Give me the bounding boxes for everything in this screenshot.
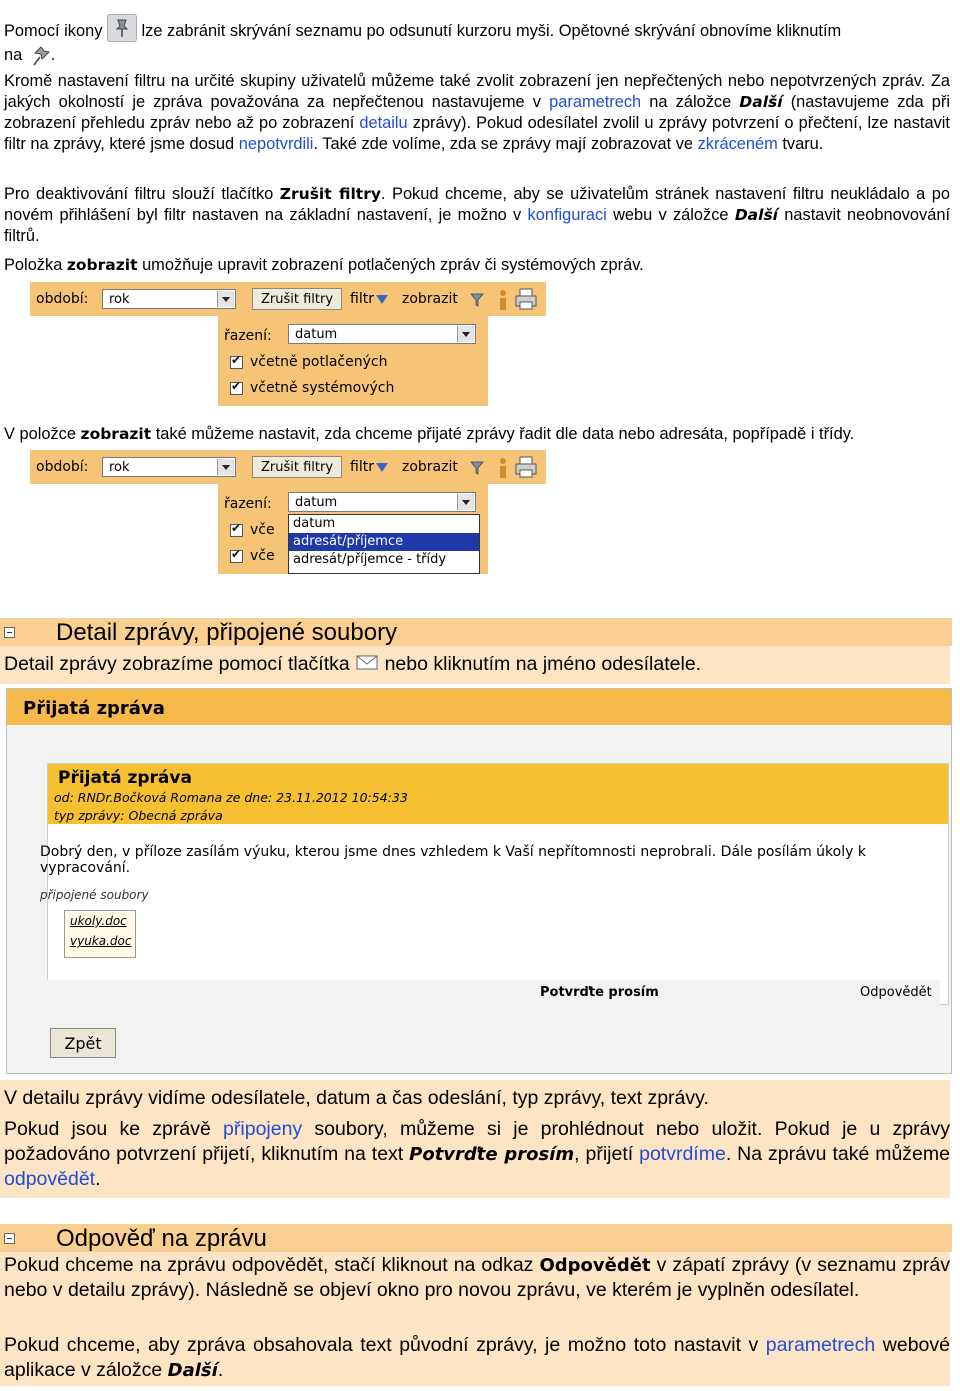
funnel-icon[interactable]	[470, 293, 484, 312]
confirm-link[interactable]: Potvrďte prosím	[540, 985, 659, 1000]
intro-paragraph-sort	[4, 424, 950, 445]
message-sender-date[interactable]: od: RNDr.Bočková Romana ze dne: 23.11.2012 10:54:33	[54, 790, 408, 805]
back-button[interactable]: Zpět	[50, 1028, 116, 1058]
sort-select[interactable]	[288, 492, 476, 512]
checkbox-suppressed-label: vče	[250, 522, 275, 538]
checkbox-system-label: včetně systémových	[250, 380, 395, 396]
filter-label[interactable]: filtr	[350, 291, 374, 307]
link-odpovedet[interactable]: odpovědět	[4, 1168, 96, 1190]
filter-dropdown-icon[interactable]	[376, 463, 388, 472]
reply-name: Odpovědět	[539, 1255, 651, 1276]
section-heading-reply	[0, 1224, 952, 1252]
message-title: Přijatá zpráva	[58, 768, 192, 788]
text: nastavit neobnovování filtrů.	[4, 206, 950, 245]
attachments-title: připojené soubory	[40, 888, 149, 902]
link-zkraceny[interactable]: zkráceném	[697, 135, 778, 153]
confirm-text: Potvrďte prosím	[409, 1144, 575, 1165]
cancel-filters-button[interactable]: Zrušit filtry	[252, 456, 342, 478]
sort-dropdown-list	[288, 514, 480, 574]
printer-icon[interactable]	[514, 455, 538, 484]
collapse-icon[interactable]	[4, 1233, 15, 1244]
section2-paragraph-2	[4, 1333, 950, 1383]
sort-option-recipient[interactable]: adresát/příjemce	[289, 533, 479, 551]
checkbox-system[interactable]	[230, 382, 243, 395]
text: Položka	[4, 256, 63, 274]
filter-dropdown-icon[interactable]	[376, 295, 388, 304]
text: lze zabránit skrývání seznamu po odsunutí kurzoru myši. Opětovné skrývání obnovíme kliknutím	[141, 22, 842, 40]
text: webové aplikace v záložce	[4, 1334, 950, 1381]
period-label: období:	[36, 459, 89, 475]
sort-label: řazení:	[224, 328, 272, 344]
link-nepotvrdili[interactable]: nepotvrdili	[238, 135, 314, 153]
tab-name: Další	[734, 206, 778, 224]
text: zprávy). Pokud odesílatel zvolil u zprávy potvrzení o přečtení, lze nastavit filtr na zprávy, které jsme dosud	[4, 114, 950, 153]
link-parametry[interactable]: parametrech	[765, 1334, 876, 1356]
filter-bar	[30, 282, 546, 316]
period-select[interactable]	[102, 457, 236, 477]
info-icon[interactable]	[496, 289, 510, 316]
text: (nastavujeme zda při zobrazení přehledu zpráv nebo až po zobrazení	[4, 93, 950, 132]
cancel-filters-button[interactable]: Zrušit filtry	[252, 288, 342, 310]
intro-paragraph-zobrazit	[4, 255, 950, 276]
sort-select[interactable]	[288, 324, 476, 344]
display-label[interactable]: zobrazit	[402, 459, 458, 475]
text: na záložce	[649, 93, 732, 111]
message-footer	[40, 980, 940, 1006]
sort-value: datum	[295, 327, 338, 342]
period-label: období:	[36, 291, 89, 307]
attachment-link[interactable]: vyuka.doc	[70, 934, 132, 948]
text: tvaru.	[782, 135, 824, 153]
text: .	[50, 46, 56, 64]
funnel-icon[interactable]	[470, 461, 484, 480]
tab-name: Další	[167, 1360, 218, 1381]
attachment-link[interactable]: ukoly.doc	[70, 914, 127, 928]
section-heading-detail	[0, 618, 952, 646]
period-value: rok	[109, 460, 130, 475]
text: Detail zprávy zobrazíme pomocí tlačítka	[4, 653, 350, 675]
message-type: typ zprávy: Obecná zpráva	[54, 808, 223, 823]
reply-link[interactable]: Odpovědět	[860, 985, 932, 1000]
section1-paragraph-1: V detailu zprávy vidíme odesílatele, datum a čas odeslání, typ zprávy, text zprávy.	[4, 1087, 709, 1109]
text: také můžeme nastavit, zda chceme přijaté zprávy řadit dle data nebo adresáta, popřípadě i třídy.	[155, 425, 855, 443]
sort-option-date[interactable]: datum	[293, 516, 336, 531]
sort-label: řazení:	[224, 496, 272, 512]
checkbox-suppressed-label: včetně potlačených	[250, 354, 388, 370]
message-panel	[47, 763, 949, 1005]
link-detail[interactable]: detailu	[359, 114, 408, 132]
text: .	[95, 1168, 101, 1190]
message-window-title: Přijatá zpráva	[23, 698, 165, 719]
text: na	[4, 46, 23, 64]
message-body: Dobrý den, v příloze zasílám výuku, kterou jsme dnes vzhledem k Vaší nepřítomnosti neprobrali. Dále posílám úkoly k vypracování.	[40, 844, 866, 876]
text: Pokud chceme na zprávu odpovědět, stačí kliknout na odkaz	[4, 1254, 534, 1276]
text: webu v záložce	[613, 206, 729, 224]
text: soubory, můžeme si je prohlédnout nebo uložit. Pokud je u zprávy požadováno potvrzení přijetí, kliknutím na text	[4, 1118, 950, 1165]
item-name: zobrazit	[80, 425, 152, 443]
text: Pokud chceme, aby zpráva obsahovala text původní zprávy, je možno toto nastavit v	[4, 1334, 759, 1356]
filter-bar	[30, 450, 546, 484]
text: .	[217, 1359, 224, 1381]
message-window-header	[7, 689, 951, 725]
chevron-down-icon	[217, 291, 234, 307]
intro-paragraph-cancel	[4, 184, 950, 247]
period-value: rok	[109, 292, 130, 307]
text: Pomocí ikony	[4, 22, 103, 40]
text: Kromě nastavení filtru na určité skupiny uživatelů můžeme také zvolit zobrazení jen nepřečtených nebo nepotvrzených zpráv. Za jakých okolností je zpráva považována za nepřečtenou nastavujeme v	[4, 72, 950, 111]
text: Pro deaktivování filtru slouží tlačítko	[4, 185, 274, 203]
text: Pokud jsou ke zprávě	[4, 1118, 211, 1140]
text: v zápatí zprávy (v seznamu zpráv nebo v detailu zprávy). Následně se objeví okno pro novou zprávu, ve kterém je vyplněn odesílatel.	[4, 1254, 951, 1301]
section-title: Detail zprávy, připojené soubory	[56, 619, 398, 646]
unpin-icon[interactable]	[27, 42, 51, 66]
checkbox-suppressed[interactable]	[230, 356, 243, 369]
attachments-box	[64, 910, 136, 958]
chevron-down-icon	[217, 459, 234, 475]
pin-icon[interactable]	[107, 14, 137, 42]
text: umožňuje upravit zobrazení potlačených zpráv či systémových zpráv.	[142, 256, 644, 274]
section-title: Odpověď na zprávu	[56, 1225, 267, 1252]
chevron-down-icon	[457, 326, 474, 342]
printer-icon[interactable]	[514, 287, 538, 316]
message-header	[48, 764, 948, 824]
button-name: Zrušit filtry	[279, 185, 381, 203]
text: V položce	[4, 425, 76, 443]
period-select[interactable]	[102, 289, 236, 309]
link-parametry[interactable]: parametrech	[549, 93, 642, 111]
message-window	[6, 688, 952, 1074]
link-pripojeny[interactable]: připojeny	[223, 1118, 303, 1140]
chevron-down-icon	[457, 494, 474, 510]
text: . Také zde volíme, zda se zprávy mají zobrazovat ve	[313, 135, 694, 153]
filter-label[interactable]: filtr	[350, 459, 374, 475]
display-label[interactable]: zobrazit	[402, 291, 458, 307]
checkbox-system[interactable]	[230, 550, 243, 563]
sort-option-recipient-classes[interactable]: adresát/příjemce - třídy	[293, 552, 447, 567]
section2-paragraph-1	[4, 1253, 950, 1303]
tab-name: Další	[739, 93, 783, 111]
text: , přijetí	[574, 1143, 634, 1165]
sort-value: datum	[295, 495, 338, 510]
section1-paragraph-2	[4, 1117, 950, 1192]
info-icon[interactable]	[496, 457, 510, 484]
display-panel	[218, 316, 488, 406]
section1-intro	[4, 652, 950, 679]
checkbox-suppressed[interactable]	[230, 524, 243, 537]
link-potvrdime[interactable]: potvrdíme	[639, 1143, 726, 1165]
text: . Pokud chceme, aby se uživatelům stránek nastavení filtru neukládalo a po novém přihlášení byl filtr nastaven na základní nastavení, je možno v	[4, 185, 950, 224]
link-konfigurace[interactable]: konfiguraci	[527, 206, 607, 224]
text: . Na zprávu také můžeme	[725, 1143, 950, 1165]
intro-paragraph-filter	[4, 71, 950, 155]
item-name: zobrazit	[66, 256, 138, 274]
checkbox-system-label: vče	[250, 548, 275, 564]
text: nebo kliknutím na jméno odesílatele.	[384, 653, 702, 675]
envelope-icon[interactable]	[355, 652, 379, 679]
collapse-icon[interactable]	[4, 627, 15, 638]
intro-paragraph-pin	[4, 14, 950, 66]
